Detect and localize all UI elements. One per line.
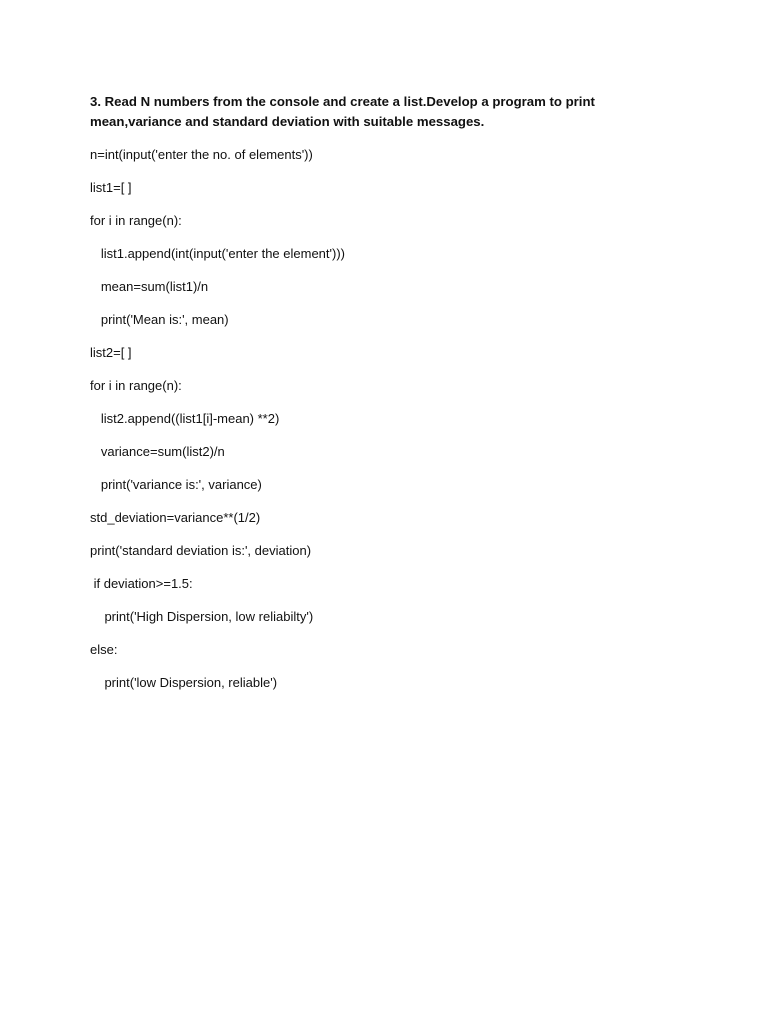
code-line: list2.append((list1[i]-mean) **2) xyxy=(90,411,280,426)
code-line: list1.append(int(input('enter the element'))) xyxy=(90,246,345,261)
code-line: mean=sum(list1)/n xyxy=(90,279,209,294)
code-line: list1=[ ] xyxy=(90,180,132,195)
code-line: for i in range(n): xyxy=(90,378,182,393)
code-line: variance=sum(list2)/n xyxy=(90,444,225,459)
code-line: n=int(input('enter the no. of elements')) xyxy=(90,147,313,162)
question-heading: 3. Read N numbers from the console and create a list.Develop a program to print mean,variance and standard deviation with suitable messages. xyxy=(90,94,595,129)
code-line: list2=[ ] xyxy=(90,345,132,360)
code-line: else: xyxy=(90,642,118,657)
code-line: print('High Dispersion, low reliabilty') xyxy=(90,609,314,624)
code-line: print('Mean is:', mean) xyxy=(90,312,229,327)
code-line: print('low Dispersion, reliable') xyxy=(90,675,278,690)
code-line: for i in range(n): xyxy=(90,213,182,228)
code-listing xyxy=(90,146,690,707)
code-line: std_deviation=variance**(1/2) xyxy=(90,510,261,525)
code-line: print('variance is:', variance) xyxy=(90,477,262,492)
code-line: print('standard deviation is:', deviation) xyxy=(90,543,312,558)
code-line: if deviation>=1.5: xyxy=(90,576,193,591)
